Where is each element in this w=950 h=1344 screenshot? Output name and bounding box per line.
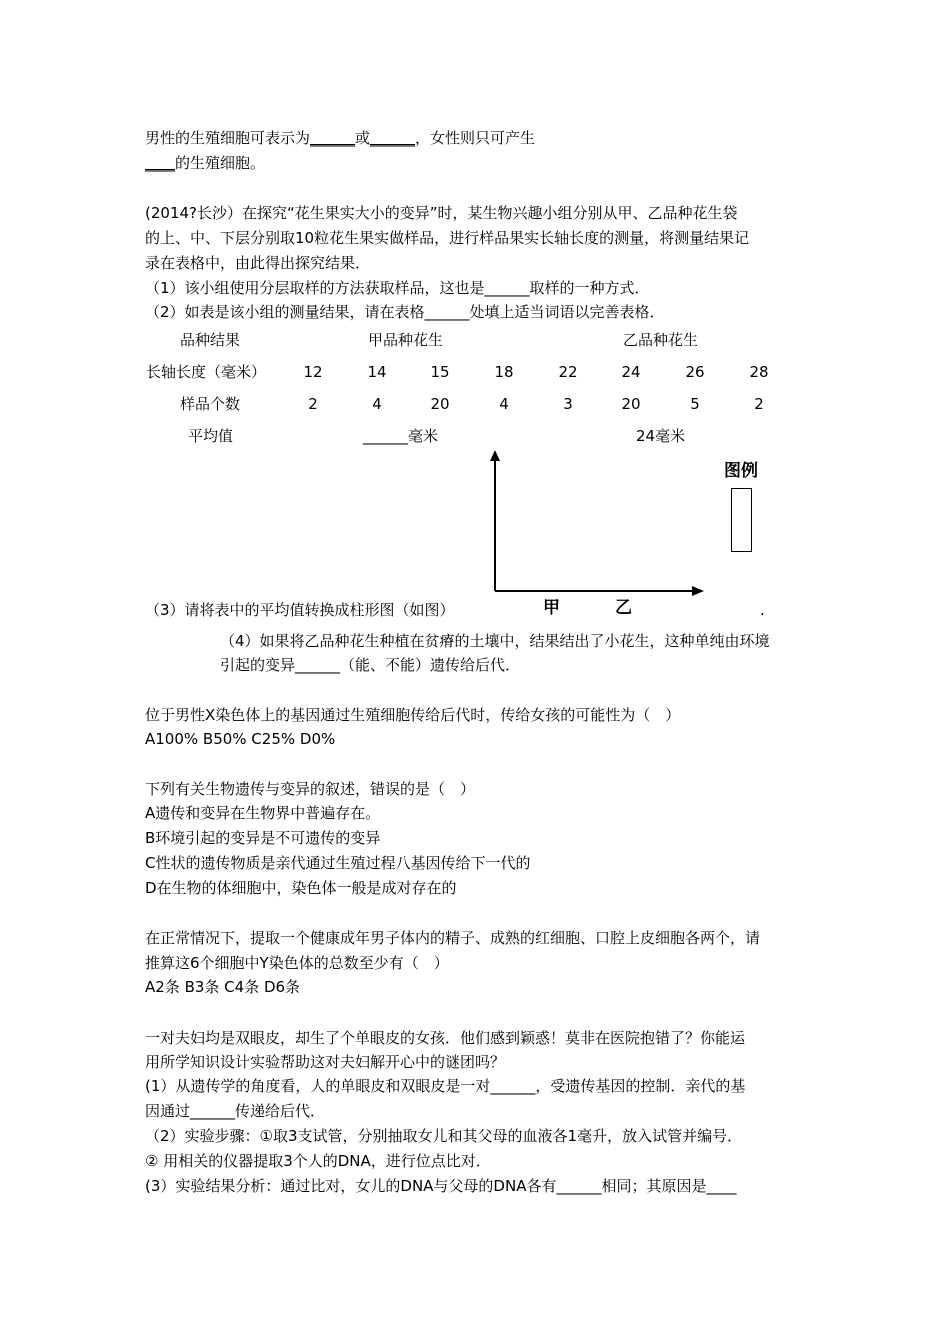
- table-cell: 26: [685, 363, 705, 381]
- q1-blank-1: ______: [310, 129, 356, 147]
- bar-chart-axes: [480, 448, 710, 598]
- table-cell: 12: [303, 363, 323, 381]
- q6-stem-1: 一对夫妇均是双眼皮，却生了个单眼皮的女孩．他们感到颖惑！莫非在医院抱错了？你能运: [145, 1029, 746, 1047]
- table-cell: 5: [690, 395, 700, 413]
- q4-option-d: D在生物的体细胞中，染色体一般是成对存在的: [145, 879, 457, 897]
- table-cell: 14: [367, 363, 387, 381]
- table-cell: 22: [558, 363, 578, 381]
- q6-sub-2-line1: （2）实验步骤：①取3支试管，分别抽取女儿和其父母的血液各1毫升，放入试管并编号．: [145, 1127, 743, 1145]
- table-cell: 20: [621, 395, 641, 413]
- q2-sub-4-line1: （4）如果将乙品种花生种植在贫瘠的土壤中，结果结出了小花生，这种单纯由环境: [220, 632, 770, 650]
- q2-intro-3: 录在表格中，由此得出探究结果．: [145, 254, 371, 272]
- table-header-jia: 甲品种花生: [368, 331, 444, 349]
- table-header-label: 品种结果: [180, 331, 241, 349]
- q5-options: A2条 B3条 C4条 D6条: [145, 978, 301, 996]
- y-axis-arrow-icon: [490, 450, 500, 461]
- x-label-yi: 乙: [615, 598, 632, 618]
- q1-text-e: ，女性则只可产生: [415, 129, 536, 147]
- q5-stem-2: 推算这6个细胞中Y染色体的总数至少有（ ）: [145, 954, 449, 972]
- q4-option-a: A遗传和变异在生物界中普遍存在。: [145, 804, 381, 822]
- table-row3-label: 平均值: [188, 427, 234, 445]
- q6-sub-1-line2: 因通过______传递给后代．: [145, 1102, 326, 1120]
- table-cell: 4: [499, 395, 509, 413]
- q2-intro-2: 的上、中、下层分别取10粒花生果实做样品，进行样品果实长轴长度的测量，将测量结果记: [145, 229, 750, 247]
- q4-option-c: C性状的遗传物质是亲代通过生殖过程八基因传给下一代的: [145, 854, 531, 872]
- x-label-jia: 甲: [543, 598, 560, 618]
- table-avg-jia: ______毫米: [363, 427, 439, 445]
- q5-stem-1: 在正常情况下，提取一个健康成年男子体内的精子、成熟的红细胞、口腔上皮细胞各两个，请: [145, 929, 761, 947]
- table-cell: 24: [621, 363, 641, 381]
- q6-sub-3-line1: (3）实验结果分析：通过比对，女儿的DNA与父母的DNA各有______相同；其原因是____: [145, 1177, 737, 1195]
- q2-sub-3: （3）请将表中的平均值转换成柱形图（如图）: [145, 601, 455, 619]
- table-row2-label: 样品个数: [180, 395, 241, 413]
- q1-line2: [145, 153, 265, 173]
- q6-sub-1-line1: (1）从遗传学的角度看，人的单眼皮和双眼皮是一对______，受遗传基因的控制．亲代的基: [145, 1077, 746, 1095]
- table-row1-label: 长轴长度（毫米）: [146, 363, 267, 381]
- q4-option-b: B环境引起的变异是不可遗传的变异: [145, 829, 381, 847]
- q2-sub-1: （1）该小组使用分层取样的方法获取样品，这也是______取样的一种方式．: [145, 279, 650, 297]
- q1-blank-3: ____: [145, 154, 175, 172]
- q2-sub-2: （2）如表是该小组的测量结果，请在表格______处填上适当词语以完善表格．: [145, 303, 665, 321]
- trailing-dot: .: [760, 601, 765, 619]
- table-cell: 4: [372, 395, 382, 413]
- table-cell: 20: [430, 395, 450, 413]
- table-cell: 2: [754, 395, 764, 413]
- q1-text-or: 或: [355, 129, 371, 147]
- table-avg-yi: 24毫米: [636, 427, 686, 445]
- q3-options: A100% B50% C25% D0%: [145, 730, 336, 748]
- q3-stem: 位于男性X染色体上的基因通过生殖细胞传给后代时，传给女孩的可能性为（ ）: [145, 706, 681, 724]
- q2-intro-1: (2014?长沙）在探究“花生果实大小的变异”时，某生物兴趣小组分别从甲、乙品种花生袋: [145, 204, 738, 222]
- q4-stem: 下列有关生物遗传与变异的叙述，错误的是（ ）: [145, 780, 476, 798]
- q1-line1: [145, 128, 535, 148]
- q6-sub-2-line2: ② 用相关的仪器提取3个人的DNA，进行位点比对．: [145, 1152, 491, 1170]
- q1-text-end: 的生殖细胞。: [175, 154, 266, 172]
- q1-blank-2: ______: [370, 129, 416, 147]
- q1-text-a: 男性的生殖细胞可表示为: [145, 129, 311, 147]
- table-cell: 3: [563, 395, 573, 413]
- table-cell: 2: [308, 395, 318, 413]
- q6-stem-2: 用所学知识设计实验帮助这对夫妇解开心中的谜团吗？: [145, 1053, 506, 1071]
- table-header-yi: 乙品种花生: [623, 331, 699, 349]
- q2-sub-4-line2: 引起的变异______（能、不能）遗传给后代．: [220, 656, 521, 674]
- table-cell: 18: [494, 363, 514, 381]
- table-cell: 28: [749, 363, 769, 381]
- legend-box: [731, 488, 752, 552]
- x-axis-arrow-icon: [692, 586, 704, 596]
- table-cell: 15: [430, 363, 450, 381]
- legend-title: 图例: [724, 461, 758, 481]
